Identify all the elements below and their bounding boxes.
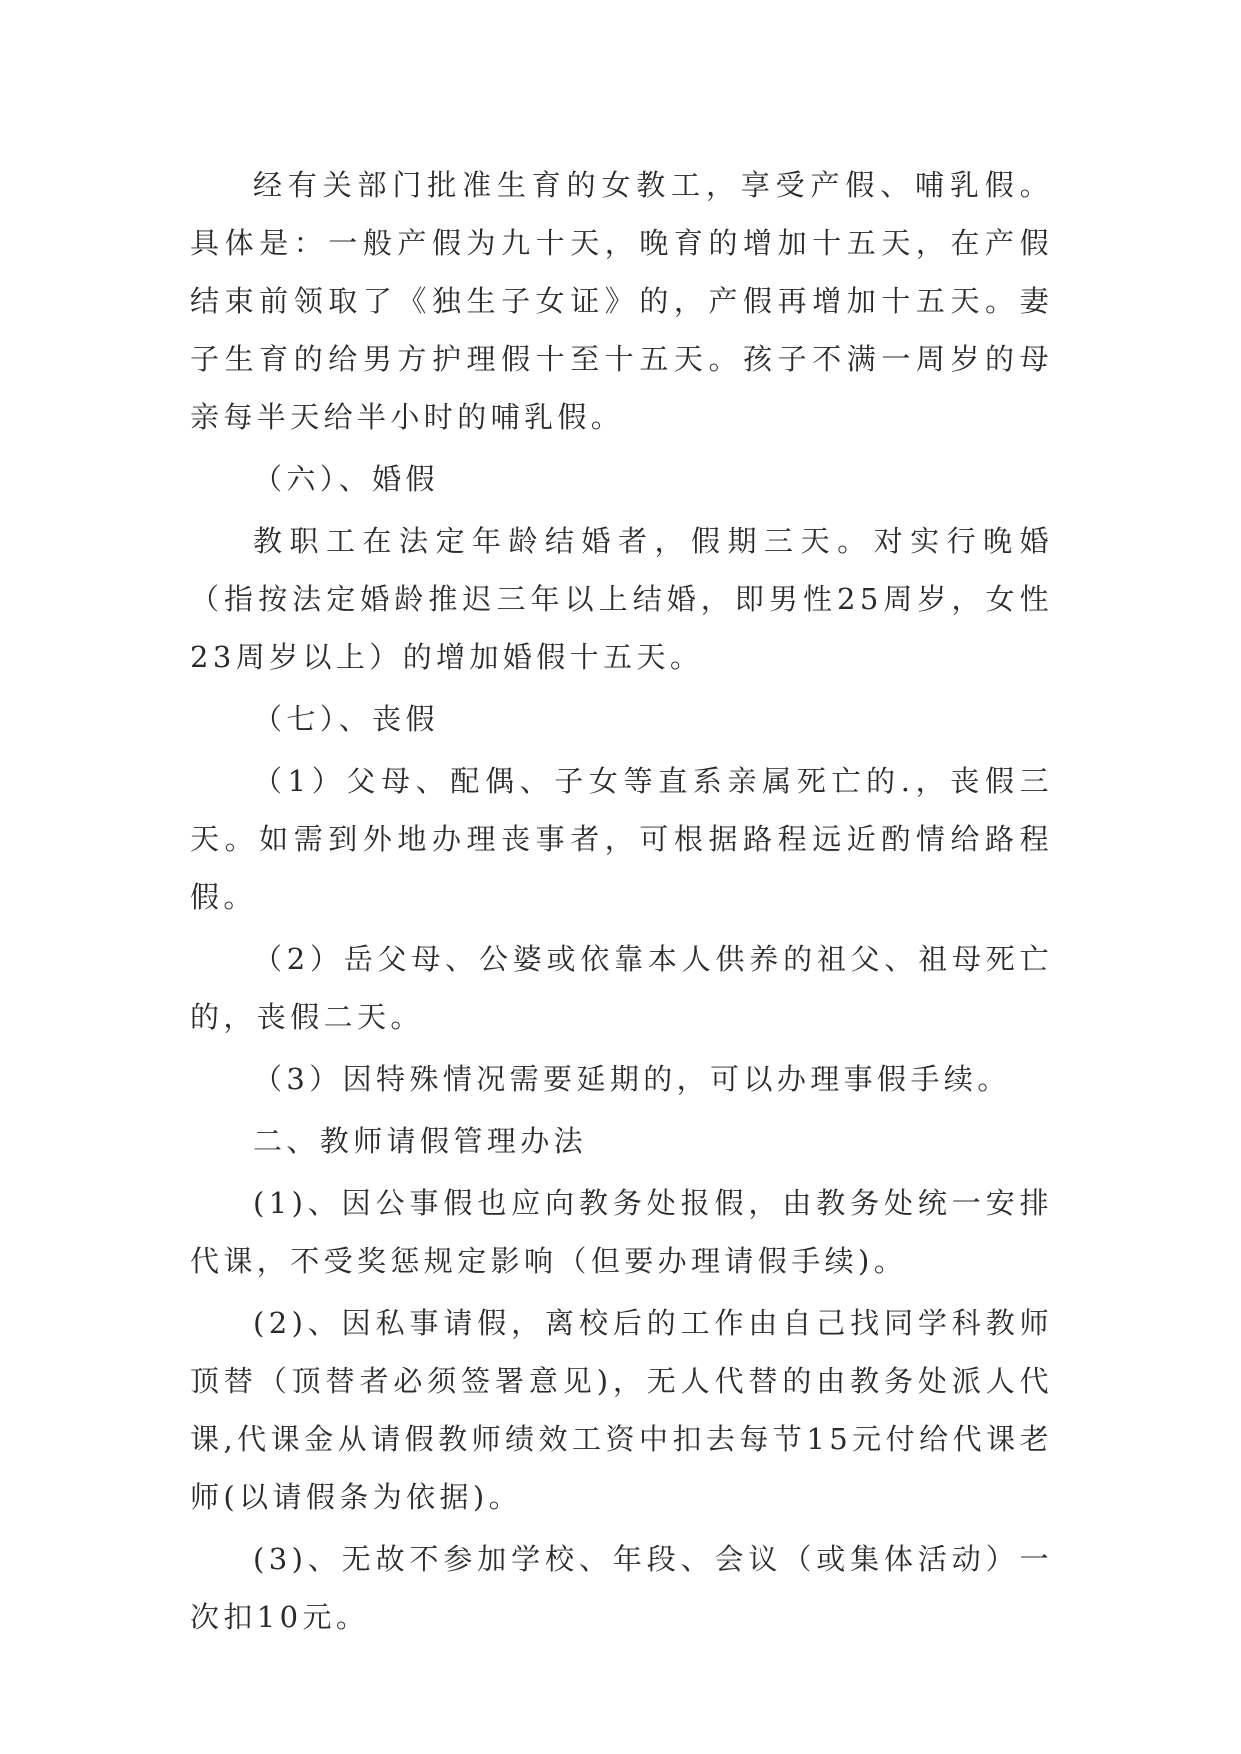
paragraph-funeral-item-2: （2）岳父母、公婆或依靠本人供养的祖父、祖母死亡的，丧假二天。 xyxy=(190,942,1053,1034)
heading-marriage-leave: （六）、婚假 xyxy=(253,462,439,496)
paragraph-management-item-3: (3)、无故不参加学校、年段、会议（或集体活动）一次扣10元。 xyxy=(190,1542,1053,1634)
paragraph-management-item-2: (2)、因私事请假，离校后的工作由自己找同学科教师顶替（顶替者必须签署意见)，无人代替的由教务处派人代课,代课金从请假教师绩效工资中扣去每节15元付给代课老师(以请假条为依据)。 xyxy=(190,1306,1053,1514)
heading-funeral-leave: （七）、丧假 xyxy=(253,702,439,736)
paragraph-management-item-1: (1)、因公事假也应向教务处报假，由教务处统一安排代课，不受奖惩规定影响（但要办理请假手续)。 xyxy=(190,1186,1053,1278)
document-body xyxy=(190,156,1053,1650)
paragraph-maternity-leave: 经有关部门批准生育的女教工，享受产假、哺乳假。具体是：一般产假为九十天，晚育的增加十五天，在产假结束前领取了《独生子女证》的，产假再增加十五天。妻子生育的给男方护理假十至十五天。孩子不满一周岁的母亲每半天给半小时的哺乳假。 xyxy=(190,168,1053,434)
paragraph-marriage-leave: 教职工在法定年龄结婚者，假期三天。对实行晚婚（指按法定婚龄推迟三年以上结婚，即男性25周岁，女性23周岁以上）的增加婚假十五天。 xyxy=(190,524,1053,674)
paragraph-funeral-item-3: （3）因特殊情况需要延期的，可以办理事假手续。 xyxy=(253,1062,1011,1096)
heading-leave-management: 二、教师请假管理办法 xyxy=(253,1124,588,1158)
paragraph-funeral-item-1: （1）父母、配偶、子女等直系亲属死亡的.，丧假三天。如需到外地办理丧事者，可根据路程远近酌情给路程假。 xyxy=(190,764,1053,914)
